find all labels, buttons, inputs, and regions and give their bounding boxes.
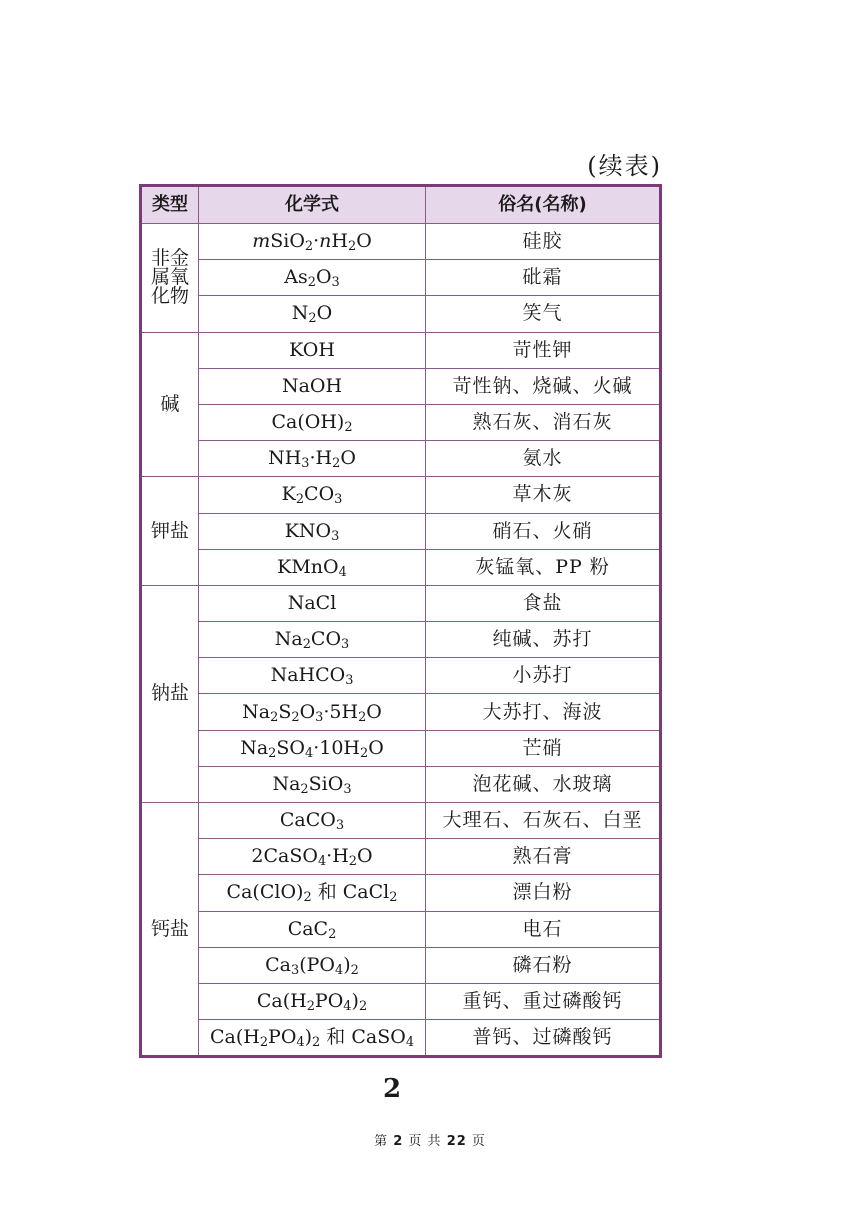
type-cell [141, 332, 199, 477]
type-cell-line: 碱 [160, 392, 180, 415]
table-row [141, 911, 661, 947]
common-name-cell: 硅胶 [426, 224, 661, 260]
table-row [141, 730, 661, 766]
common-name-cell: 草木灰 [426, 477, 661, 513]
type-cell-line: 化物 [150, 285, 189, 308]
common-name-cell: 漂白粉 [426, 875, 661, 911]
table-row [141, 368, 661, 404]
formula-cell: CaCO$_3$ [199, 803, 426, 839]
table-row [141, 658, 661, 694]
common-name-cell: 普钙、过磷酸钙 [426, 1020, 661, 1057]
common-name-cell: 大苏打、海波 [426, 694, 661, 730]
table-row [141, 622, 661, 658]
formula-cell: $2CaSO_4\cdot H_2O$ [199, 839, 426, 875]
table-row [141, 983, 661, 1019]
common-name-cell: 食盐 [426, 585, 661, 621]
type-cell [141, 224, 199, 333]
formula-cell: $N_2O$ [199, 296, 426, 332]
table-row [141, 803, 661, 839]
table-row [141, 513, 661, 549]
common-name-cell: 硝石、火硝 [426, 513, 661, 549]
common-name-cell: 笑气 [426, 296, 661, 332]
header-formula: 化学式 [199, 186, 426, 224]
footer-prefix: 第 [374, 1134, 389, 1149]
header-type: 类型 [141, 186, 199, 224]
common-name-cell: 芒硝 [426, 730, 661, 766]
common-name-cell: 氨水 [426, 441, 661, 477]
continued-label: (续表) [587, 152, 662, 180]
formula-cell: $NH_3\cdot H_2O$ [199, 441, 426, 477]
table-row [141, 224, 661, 260]
table-row [141, 404, 661, 440]
footer-total-pages: 22 [446, 1134, 467, 1149]
formula-cell: KOH [199, 332, 426, 368]
footer-suffix: 页 [471, 1134, 486, 1149]
type-cell [141, 477, 199, 586]
table-header-row [141, 186, 661, 224]
table-row [141, 1020, 661, 1057]
formula-cell: $Ca(OH)_2$ [199, 404, 426, 440]
table-row [141, 694, 661, 730]
footer-middle: 页 共 [408, 1134, 442, 1149]
table-row [141, 766, 661, 802]
table-row [141, 296, 661, 332]
formula-cell: NaOH [199, 368, 426, 404]
formula-cell: $Ca(ClO)_2$ 和 CaCl$_2$ [199, 875, 426, 911]
formula-cell: $As_2O_3$ [199, 260, 426, 296]
footer-current-page: 2 [393, 1134, 404, 1149]
table-row [141, 260, 661, 296]
formula-cell: KMnO$_4$ [199, 549, 426, 585]
common-name-cell: 灰锰氧、PP 粉 [426, 549, 661, 585]
formula-cell: $mSiO_2\cdot nH_2O$ [199, 224, 426, 260]
chemical-names-table [139, 184, 662, 1058]
table-row [141, 875, 661, 911]
common-name-cell: 苛性钠、烧碱、火碱 [426, 368, 661, 404]
table-row [141, 332, 661, 368]
common-name-cell: 重钙、重过磷酸钙 [426, 983, 661, 1019]
table-row [141, 839, 661, 875]
table-row [141, 441, 661, 477]
common-name-cell: 熟石灰、消石灰 [426, 404, 661, 440]
common-name-cell: 砒霜 [426, 260, 661, 296]
type-cell-line: 钙盐 [150, 917, 189, 940]
type-cell-line: 钠盐 [150, 682, 189, 705]
type-cell-line: 属氧 [150, 266, 189, 289]
formula-cell: NaCl [199, 585, 426, 621]
formula-cell: NaHCO$_3$ [199, 658, 426, 694]
common-name-cell: 纯碱、苏打 [426, 622, 661, 658]
page-footer [0, 1130, 860, 1149]
common-name-cell: 小苏打 [426, 658, 661, 694]
common-name-cell: 泡花碱、水玻璃 [426, 766, 661, 802]
formula-cell: CaC$_2$ [199, 911, 426, 947]
page-number: 2 [382, 1074, 402, 1104]
formula-cell: $Na_2S_2O_3\cdot 5H_2O$ [199, 694, 426, 730]
common-name-cell: 磷石粉 [426, 947, 661, 983]
formula-cell: $KNO_3$ [199, 513, 426, 549]
formula-cell: $Ca_3(PO_4)_2$ [199, 947, 426, 983]
formula-cell: $Na_2SiO_3$ [199, 766, 426, 802]
header-common-name: 俗名(名称) [426, 186, 661, 224]
formula-cell: $Ca(H_2PO_4)_2$ 和 CaSO$_4$ [199, 1020, 426, 1057]
common-name-cell: 熟石膏 [426, 839, 661, 875]
table-row [141, 585, 661, 621]
formula-cell: $Na_2SO_4\cdot 10H_2O$ [199, 730, 426, 766]
table-row [141, 947, 661, 983]
common-name-cell: 苛性钾 [426, 332, 661, 368]
type-cell-line: 钾盐 [150, 519, 189, 542]
table-row [141, 549, 661, 585]
common-name-cell: 电石 [426, 911, 661, 947]
formula-cell: $Ca(H_2PO_4)_2$ [199, 983, 426, 1019]
formula-cell: $K_2CO_3$ [199, 477, 426, 513]
common-name-cell: 大理石、石灰石、白垩 [426, 803, 661, 839]
type-cell [141, 803, 199, 1057]
type-cell [141, 585, 199, 802]
type-cell-line: 非金 [150, 247, 189, 270]
table-row [141, 477, 661, 513]
formula-cell: $Na_2CO_3$ [199, 622, 426, 658]
